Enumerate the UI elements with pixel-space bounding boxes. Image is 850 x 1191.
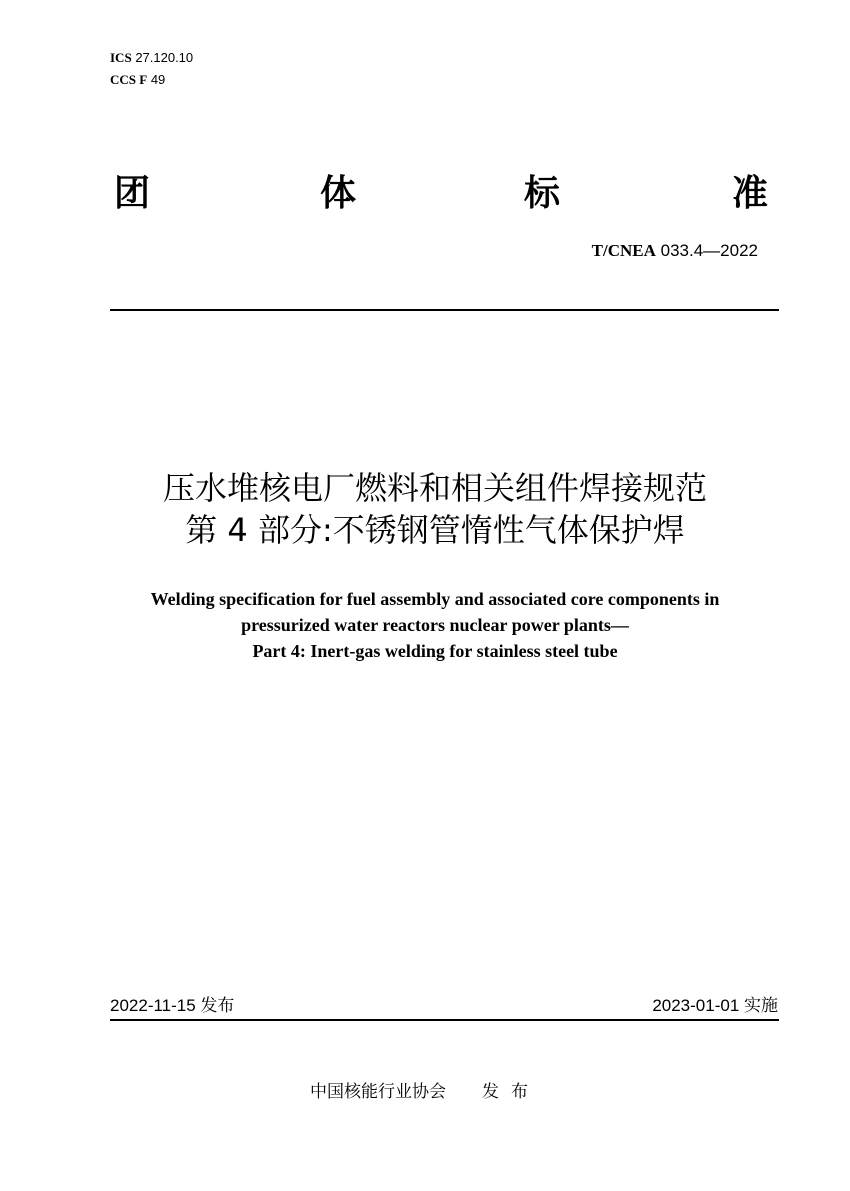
standard-type-char: 准 <box>732 173 769 214</box>
publish-date: 2022-11-15 发布 <box>110 996 235 1015</box>
ccs-code <box>110 72 165 88</box>
ccs-label: CCS F <box>110 72 148 87</box>
standard-type-char: 团 <box>114 173 151 214</box>
ccs-value: 49 <box>150 72 166 87</box>
title-en-line3: Part 4: Inert-gas welding for stainless steel tube <box>252 641 618 661</box>
title-en-line2: pressurized water reactors nuclear power plants— <box>241 615 629 635</box>
header-divider <box>110 309 779 311</box>
standard-number-value: 033.4—2022 <box>660 241 758 260</box>
issuer-name: 中国核能行业协会 <box>310 1082 446 1101</box>
footer-divider <box>110 1019 779 1021</box>
standard-number <box>592 240 758 262</box>
issuer <box>0 1081 850 1103</box>
standard-type-char: 标 <box>524 173 561 214</box>
ics-code <box>110 50 193 66</box>
ics-label: ICS <box>110 50 132 65</box>
standard-code: T/CNEA <box>591 241 656 260</box>
title-cn-line1: 压水堆核电厂燃料和相关组件焊接规范 <box>162 469 707 507</box>
implement-date: 2023-01-01 实施 <box>652 996 778 1015</box>
title-cn-line2: 第 4 部分:不锈钢管惰性气体保护焊 <box>185 511 685 549</box>
ics-value: 27.120.10 <box>135 50 194 65</box>
issuer-action: 发布 <box>482 1082 540 1101</box>
standard-type-heading <box>112 172 780 220</box>
standard-type-char: 体 <box>320 173 357 214</box>
title-en-line1: Welding specification for fuel assembly and associated core components in <box>150 589 720 609</box>
